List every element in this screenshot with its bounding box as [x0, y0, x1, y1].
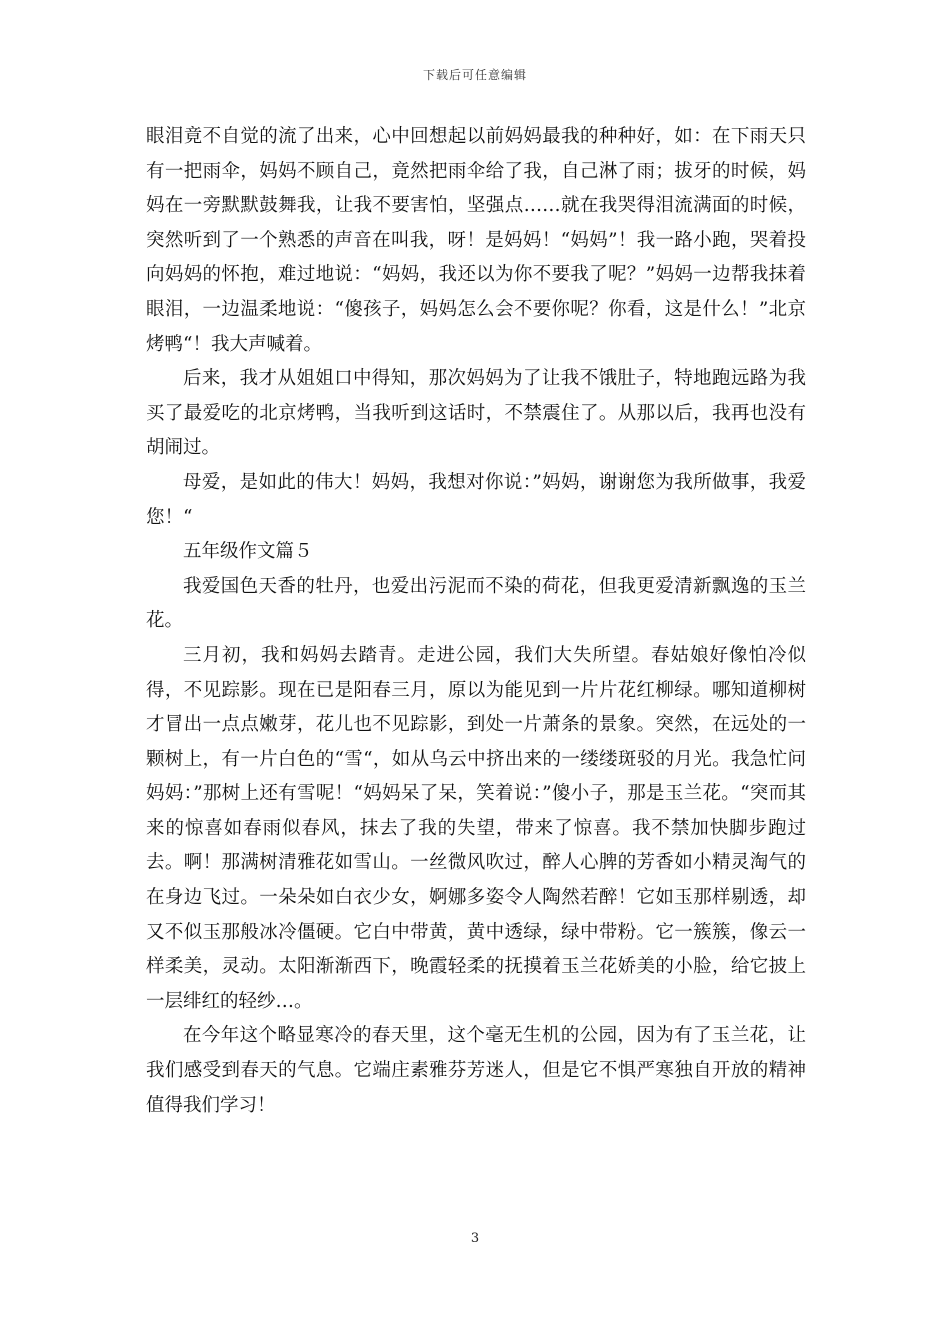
section-title: 五年级作文篇５ — [183, 541, 313, 563]
page-header: 下载后可任意编辑 — [422, 68, 527, 82]
paragraph: 后来，我才从姐姐口中得知，那次妈妈为了让我不饿肚子，特地跑远路为我买了最爱吃的北京烤鸭，当我听到这话时，不禁震住了。从那以后，我再也没有胡闹过。 — [146, 368, 806, 459]
paragraph: 在今年这个略显寒冷的春天里，这个毫无生机的公园，因为有了玉兰花，让我们感受到春天的气息。它端庄素雅芬芳迷人，但是它不惧严寒独自开放的精神值得我们学习！ — [146, 1025, 806, 1116]
page-number: 3 — [470, 1231, 480, 1246]
document-body — [146, 120, 806, 1123]
paragraph: 我爱国色天香的牡丹，也爱出污泥而不染的荷花，但我更爱清新飘逸的玉兰花。 — [146, 575, 806, 632]
paragraph: 母爱，是如此的伟大！妈妈，我想对你说：”妈妈，谢谢您为我所做事，我爱您！“ — [146, 471, 806, 528]
paragraph-continuation: 眼泪竟不自觉的流了出来，心中回想起以前妈妈最我的种种好，如：在下雨天只有一把雨伞，妈妈不顾自己，竟然把雨伞给了我，自己淋了雨；拔牙的时候，妈妈在一旁默默鼓舞我，让我不要害怕，坚强点……就在我哭得泪流满面的时候，突然听到了一个熟悉的声音在叫我，呀！是妈妈！“妈妈”！我一路小跑，哭着投向妈妈的怀抱，难过地说：“妈妈，我还以为你不要我了呢？”妈妈一边帮我抹着眼泪，一边温柔地说：“傻孩子，妈妈怎么会不要你呢？你看，这是什么！”北京烤鸭“！我大声喊着。 — [146, 126, 806, 355]
paragraph: 三月初，我和妈妈去踏青。走进公园，我们大失所望。春姑娘好像怕冷似得，不见踪影。现在已是阳春三月，原以为能见到一片片花红柳绿。哪知道柳树才冒出一点点嫩芽，花儿也不见踪影，到处一片萧条的景象。突然，在远处的一颗树上，有一片白色的“雪“，如从乌云中挤出来的一缕缕斑驳的月光。我急忙问妈妈：”那树上还有雪呢！“妈妈呆了呆，笑着说：”傻小子，那是玉兰花。“突而其来的惊喜如春雨似春风，抹去了我的失望，带来了惊喜。我不禁加快脚步跑过去。啊！那满树清雅花如雪山。一丝微风吹过，醉人心脾的芳香如小精灵淘气的在身边飞过。一朵朵如白衣少女，婀娜多姿令人陶然若醉！它如玉那样剔透，却又不似玉那般冰冷僵硬。它白中带黄，黄中透绿，绿中带粉。它一簇簇，像云一样柔美，灵动。太阳渐渐西下，晚霞轻柔的抚摸着玉兰花娇美的小脸，给它披上一层绯红的轻纱…。 — [146, 644, 806, 1012]
